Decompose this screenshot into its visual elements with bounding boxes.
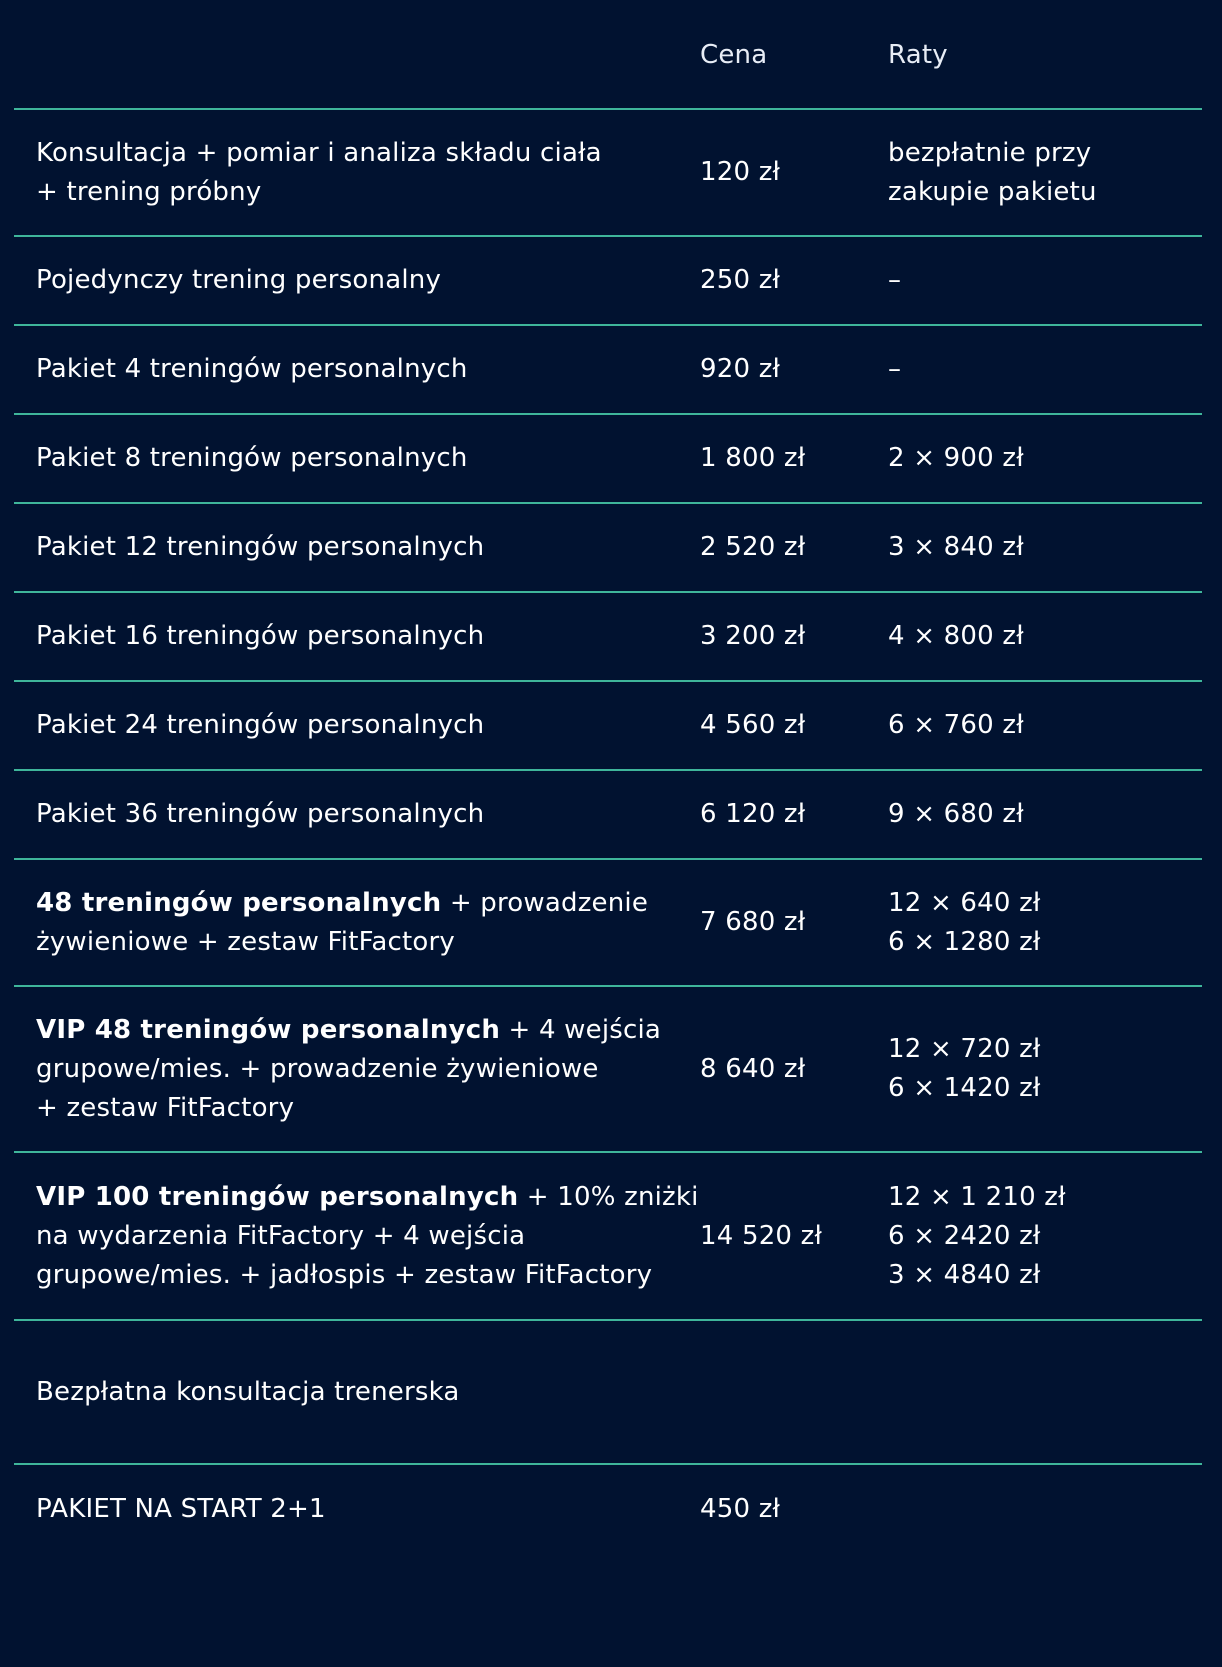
price-table bbox=[14, 0, 1202, 1553]
service-price: 6 120 zł bbox=[700, 770, 888, 859]
service-price: 4 560 zł bbox=[700, 681, 888, 770]
service-installments: 6 × 760 zł bbox=[888, 681, 1202, 770]
service-price: 920 zł bbox=[700, 325, 888, 414]
table-row bbox=[14, 414, 1202, 503]
service-installments: 9 × 680 zł bbox=[888, 770, 1202, 859]
table-row bbox=[14, 986, 1202, 1152]
start-pack-price: 450 zł bbox=[700, 1493, 781, 1524]
service-installments: 2 × 900 zł bbox=[888, 414, 1202, 503]
service-name: Pakiet 36 treningów personalnych bbox=[14, 770, 700, 859]
service-name: 48 treningów personalnych + prowadzenie żywieniowe + zestaw FitFactory bbox=[14, 859, 700, 986]
service-installments: 12 × 640 zł 6 × 1280 zł bbox=[888, 859, 1202, 986]
service-name: Konsultacja + pomiar i analiza składu ciała + trening próbny bbox=[14, 109, 700, 236]
table-row bbox=[14, 503, 1202, 592]
free-consultation-label: Bezpłatna konsultacja trenerska bbox=[14, 1320, 700, 1464]
service-price: 7 680 zł bbox=[700, 859, 888, 986]
table-row bbox=[14, 1152, 1202, 1320]
service-installments: 12 × 720 zł 6 × 1420 zł bbox=[888, 986, 1202, 1152]
service-name: Pakiet 24 treningów personalnych bbox=[14, 681, 700, 770]
header-price: Cena bbox=[700, 0, 888, 109]
service-price: 250 zł bbox=[700, 236, 888, 325]
start-pack-row bbox=[14, 1464, 1202, 1553]
table-row bbox=[14, 236, 1202, 325]
service-name-bold: 48 treningów personalnych bbox=[36, 887, 442, 918]
service-name: VIP 100 treningów personalnych + 10% zniżki na wydarzenia FitFactory + 4 wejścia grupowe/mies. + jadłospis + zestaw FitFactory bbox=[14, 1152, 700, 1320]
table-row bbox=[14, 109, 1202, 236]
service-name: Pakiet 8 treningów personalnych bbox=[14, 414, 700, 503]
table-row bbox=[14, 325, 1202, 414]
header-installments: Raty bbox=[888, 0, 1202, 109]
free-consultation-row bbox=[14, 1320, 1202, 1464]
service-installments: bezpłatnie przy zakupie pakietu bbox=[888, 109, 1202, 236]
service-price: 2 520 zł bbox=[700, 503, 888, 592]
service-price: 8 640 zł bbox=[700, 986, 888, 1152]
table-header bbox=[14, 0, 1202, 109]
service-name-bold: VIP 48 treningów personalnych bbox=[36, 1014, 501, 1045]
table-row bbox=[14, 770, 1202, 859]
service-installments: 4 × 800 zł bbox=[888, 592, 1202, 681]
table-row bbox=[14, 592, 1202, 681]
service-name: Pojedynczy trening personalny bbox=[14, 236, 700, 325]
service-price: 120 zł bbox=[700, 109, 888, 236]
service-price: 3 200 zł bbox=[700, 592, 888, 681]
table-row bbox=[14, 681, 1202, 770]
service-name: Pakiet 4 treningów personalnych bbox=[14, 325, 700, 414]
service-price: 1 800 zł bbox=[700, 414, 888, 503]
service-installments: – bbox=[888, 236, 1202, 325]
service-price: 14 520 zł bbox=[700, 1152, 888, 1320]
table-row bbox=[14, 859, 1202, 986]
service-name: VIP 48 treningów personalnych + 4 wejścia grupowe/mies. + prowadzenie żywieniowe + zestaw FitFactory bbox=[14, 986, 700, 1152]
service-installments: 12 × 1 210 zł 6 × 2420 zł 3 × 4840 zł bbox=[888, 1152, 1202, 1320]
service-installments: – bbox=[888, 325, 1202, 414]
start-pack-name: PAKIET NA START 2+1 bbox=[36, 1493, 326, 1524]
service-name: Pakiet 16 treningów personalnych bbox=[14, 592, 700, 681]
header-service bbox=[14, 0, 700, 109]
service-installments: 3 × 840 zł bbox=[888, 503, 1202, 592]
service-name: Pakiet 12 treningów personalnych bbox=[14, 503, 700, 592]
service-name-bold: VIP 100 treningów personalnych bbox=[36, 1181, 519, 1212]
